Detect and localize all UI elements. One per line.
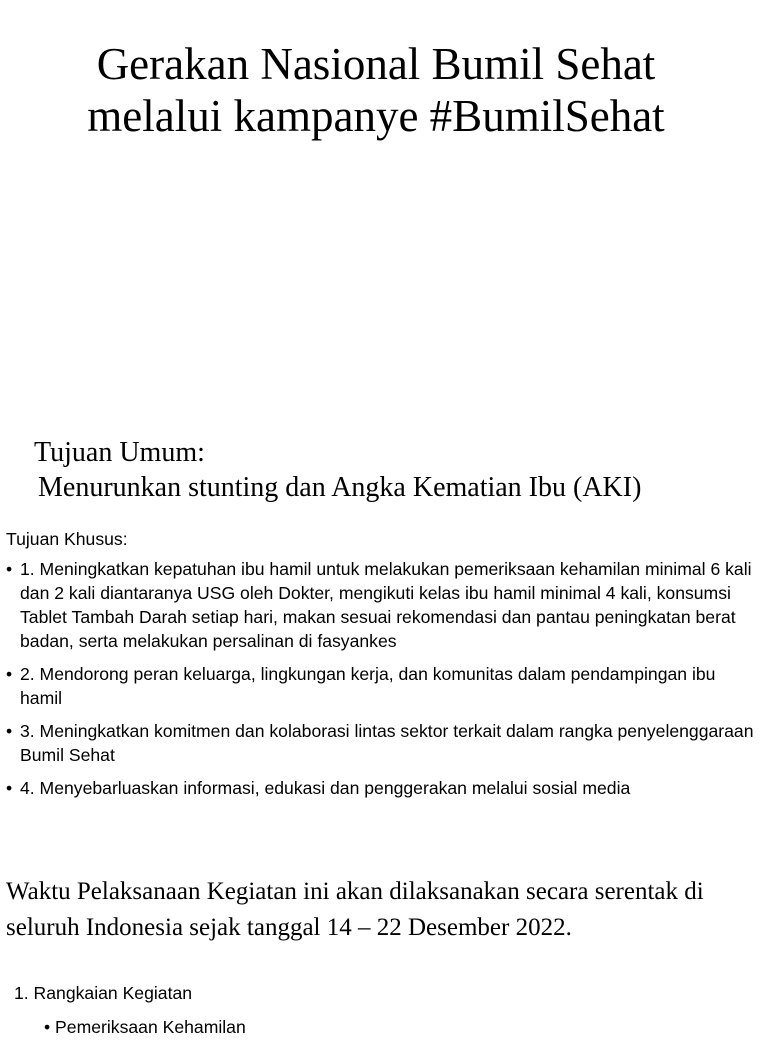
list-item-text: 4. Menyebarluaskan informasi, edukasi dan penggerakan melalui sosial media [20, 778, 631, 798]
title-line-2: melalui kampanye #BumilSehat [87, 91, 665, 141]
bullet-icon: • [6, 559, 13, 579]
tujuan-umum-heading: Tujuan Umum: [34, 437, 205, 468]
bullet-icon: • [6, 778, 13, 798]
bullet-icon: • [6, 664, 13, 684]
list-item [6, 719, 762, 767]
tujuan-khusus-list [6, 557, 762, 800]
tujuan-khusus-heading: Tujuan Khusus: [6, 529, 128, 549]
rangkaian-kegiatan-section [14, 980, 246, 1040]
list-item [6, 776, 762, 800]
list-item-text: 1. Meningkatkan kepatuhan ibu hamil untuk melakukan pemeriksaan kehamilan minimal 6 kali dan 2 kali diantaranya USG oleh Dokter, mengikuti kelas ibu hamil minimal 4 kali, konsumsi Tablet Tambah Darah setiap hari, makan sesuai rekomendasi dan pantau peningkatan berat badan, serta melakukan persalinan di fasyankes [20, 559, 752, 651]
title-line-1: Gerakan Nasional Bumil Sehat [96, 39, 656, 89]
tujuan-khusus-section [6, 527, 762, 809]
waktu-pelaksanaan-paragraph: Waktu Pelaksanaan Kegiatan ini akan dilaksanakan secara serentak di seluruh Indonesia sejak tanggal 14 – 22 Desember 2022. [6, 878, 704, 941]
bullet-icon: • [6, 721, 13, 741]
tujuan-umum-section [34, 435, 641, 505]
list-item-text: 3. Meningkatkan komitmen dan kolaborasi lintas sektor terkait dalam rangka penyelenggaraan Bumil Sehat [20, 721, 754, 765]
list-item [6, 557, 762, 653]
rangkaian-kegiatan-heading: 1. Rangkaian Kegiatan [14, 983, 193, 1003]
list-item-text: 2. Mendorong peran keluarga, lingkungan kerja, dan komunitas dalam pendampingan ibu hamil [20, 664, 716, 708]
page-title [0, 38, 752, 142]
rangkaian-first-item: • Pemeriksaan Kehamilan [44, 1017, 246, 1037]
list-item [6, 662, 762, 710]
tujuan-umum-text: Menurunkan stunting dan Angka Kematian Ibu (AKI) [38, 472, 642, 503]
